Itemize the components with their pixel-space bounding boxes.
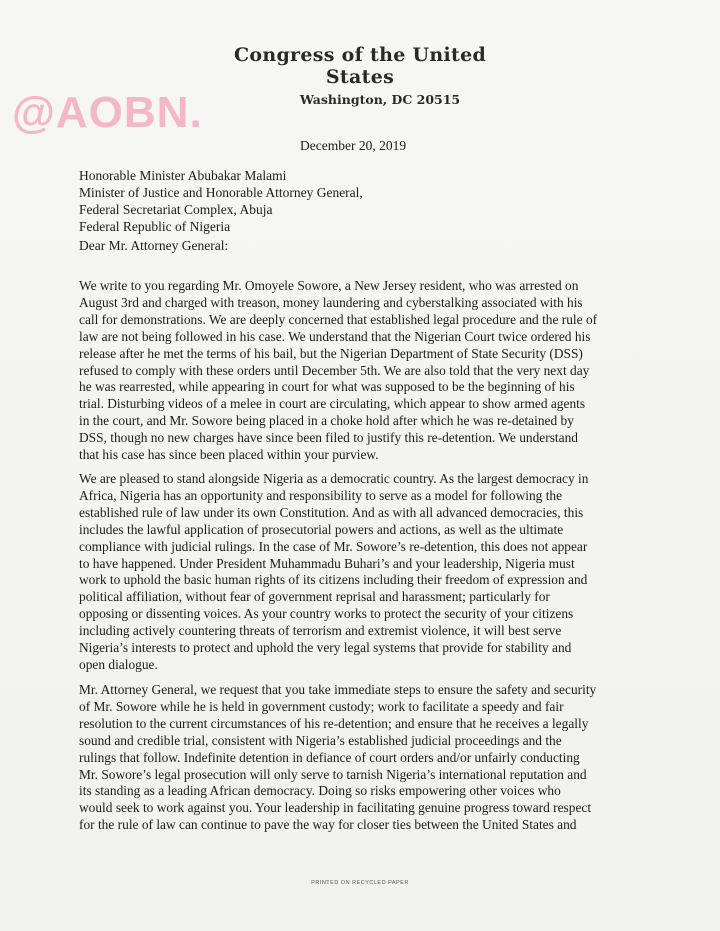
paragraph-line: its standing as a leading African democracy. Doing so risks empowering other voices who — [79, 783, 561, 799]
watermark: @AOBN. — [12, 88, 203, 137]
paragraph-line: resolution to the current circumstances of his re-detention; and ensure that he receives a legally — [79, 715, 589, 731]
paragraph-line: law are not being followed in his case. We understand that the Nigerian Court twice ordered his — [79, 328, 591, 344]
paragraph-line: Nigeria’s interests to protect and uphold the very legal systems that provide for stability and — [79, 640, 572, 656]
letterhead — [200, 44, 520, 107]
paragraph-line: work to uphold the basic human rights of its citizens including their freedom of expression and — [79, 572, 588, 588]
paragraph-line: established rule of law under its own Constitution. And as with all advanced democracies, this — [79, 504, 584, 520]
paragraph-line: rulings that follow. Indefinite detention in defiance of court orders and/or unfairly conducting — [79, 749, 580, 765]
paragraph-line: trial. Disturbing videos of a melee in court are circulating, which appear to show armed agents — [79, 396, 586, 412]
letterhead-address: Washington, DC 20515 — [299, 92, 461, 107]
paragraph-line: of Mr. Sowore while he is held in government custody; work to facilitate a speedy and fair — [79, 698, 564, 714]
paragraph-line: includes the lawful application of prosecutorial powers and actions, as well as the ultimate — [79, 521, 564, 537]
paragraph-line: compliance with judicial rulings. In the case of Mr. Sowore’s re-detention, this does not appear — [79, 538, 588, 554]
paragraph-line: release after he met the terms of his bail, but the Nigerian Department of State Security (DSS) — [79, 345, 583, 361]
salutation: Dear Mr. Attorney General: — [79, 238, 229, 253]
address-line: Minister of Justice and Honorable Attorney General, — [79, 185, 363, 200]
letterhead-title: Congress of the United States — [233, 44, 487, 88]
recipient-address — [79, 167, 363, 235]
paragraph-line: that his case has since been placed within your purview. — [79, 447, 379, 463]
paragraph-line: Africa, Nigeria has an opportunity and responsibility to serve as a model for following the — [79, 487, 563, 503]
paragraph-line: for the rule of law can continue to pave the way for closer ties between the United States and — [79, 817, 577, 833]
recycled-paper-footer: PRINTED ON RECYCLED PAPER — [311, 880, 409, 886]
paragraph-line: call for demonstrations. We are deeply concerned that established legal procedure and the rule of — [79, 311, 598, 327]
paragraph-line: in the court, and Mr. Sowore being placed in a choke hold after which he was re-detained by — [79, 413, 574, 429]
body-paragraph-1 — [79, 278, 651, 464]
paragraph-line: opposing or dissenting voices. As your country works to protect the security of your citizens — [79, 606, 574, 622]
paragraph-line: he was rearrested, while appearing in court for what was supposed to be the beginning of his — [79, 379, 575, 395]
address-line: Federal Secretariat Complex, Abuja — [79, 202, 273, 217]
body-paragraph-3 — [79, 682, 651, 834]
paragraph-line: We write to you regarding Mr. Omoyele Sowore, a New Jersey resident, who was arrested on — [79, 278, 579, 293]
paragraph-line: open dialogue. — [79, 656, 158, 672]
paragraph-line: DSS, though no new charges have since been filed to justify this re-detention. We understand — [79, 430, 578, 446]
letter-date: December 20, 2019 — [300, 138, 407, 153]
paragraph-line: would seek to work against you. Your leadership in facilitating genuine progress toward respect — [79, 800, 592, 816]
paragraph-line: including actively countering threats of terrorism and extremist violence, it will best serve — [79, 623, 562, 639]
paragraph-line: to have happened. Under President Muhammadu Buhari’s and your leadership, Nigeria must — [79, 555, 575, 571]
body-paragraph-2 — [79, 471, 651, 674]
paragraph-line: Mr. Attorney General, we request that you take immediate steps to ensure the safety and security — [79, 682, 597, 697]
paragraph-line: sound and credible trial, consistent with Nigeria’s established judicial proceedings and the — [79, 732, 562, 748]
address-line: Federal Republic of Nigeria — [79, 219, 231, 234]
paragraph-line: political affiliation, without fear of government reprisal and harassment; particularly for — [79, 589, 550, 605]
address-line: Honorable Minister Abubakar Malami — [79, 168, 287, 183]
paragraph-line: Mr. Sowore’s legal prosecution will only serve to tarnish Nigeria’s international reputation and — [79, 766, 587, 782]
paragraph-line: August 3rd and charged with treason, money laundering and cyberstalking associated with his — [79, 294, 583, 310]
paragraph-line: We are pleased to stand alongside Nigeria as a democratic country. As the largest democracy in — [79, 471, 589, 486]
paragraph-line: refused to comply with these orders until December 5th. We are also told that the very next day — [79, 362, 590, 378]
